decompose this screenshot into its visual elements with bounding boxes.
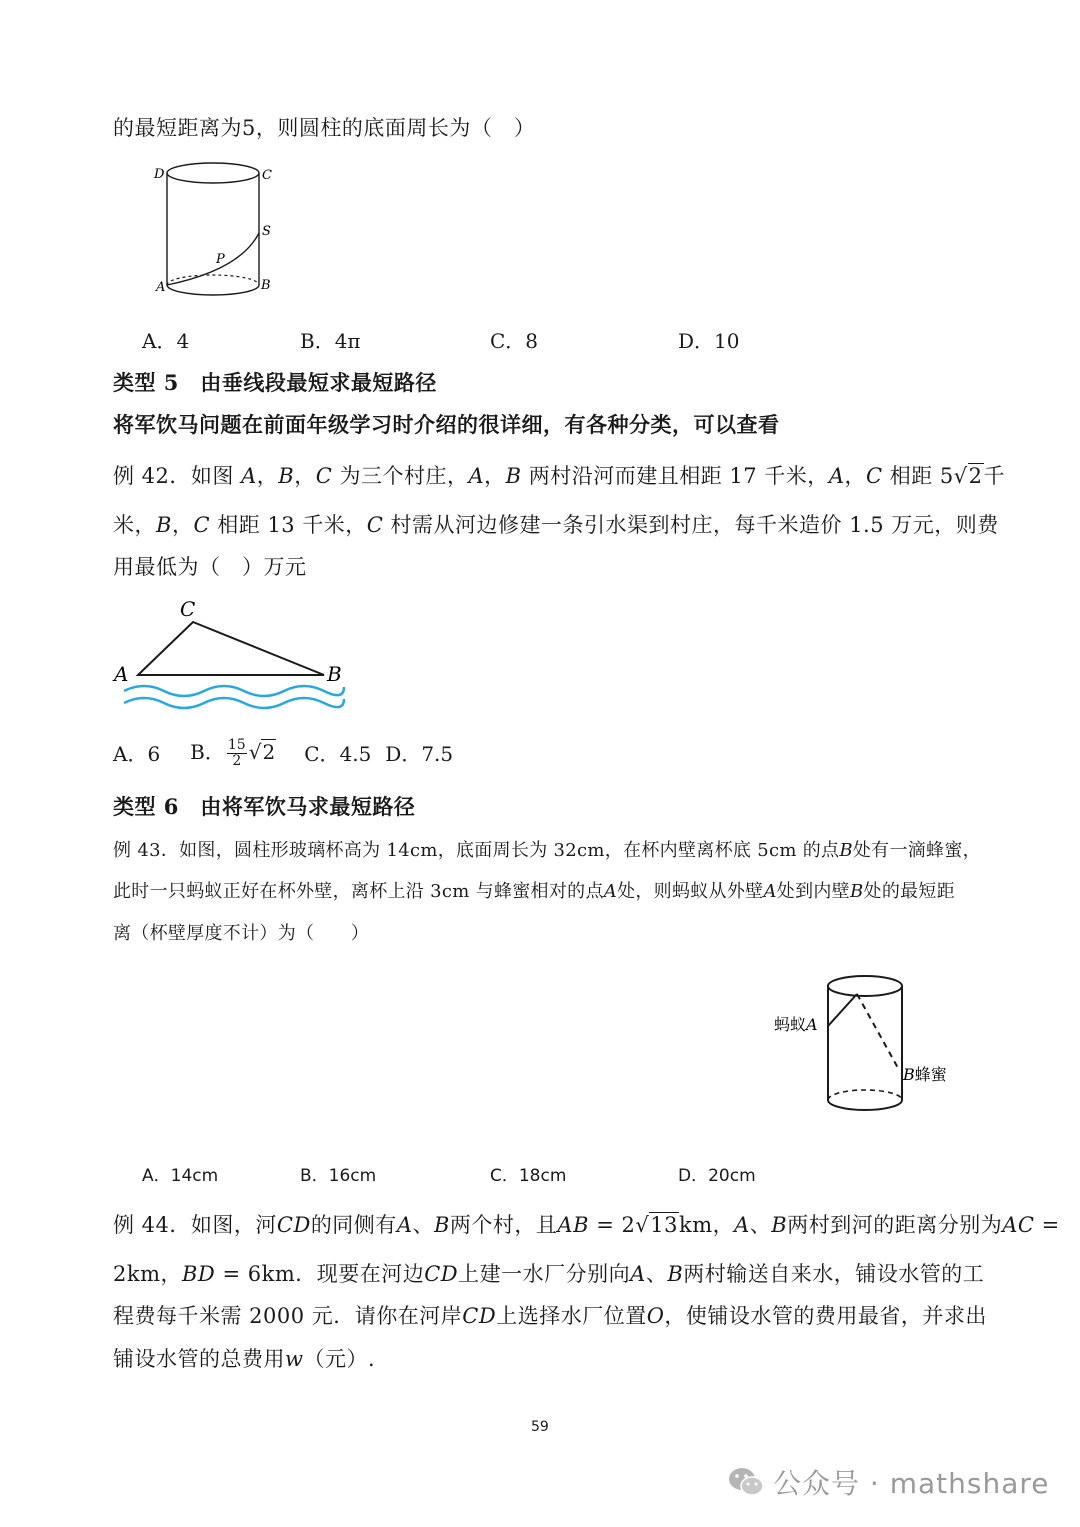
option-d: D．7.5 (385, 742, 454, 766)
option-c: C．4.5 (304, 742, 372, 766)
type5-subheading: 将军饮马问题在前面年级学习时介绍的很详细，有各种分类，可以查看 (113, 412, 780, 437)
label-D: D (154, 167, 165, 182)
label-C: C (180, 597, 196, 621)
label-C: C (262, 168, 272, 183)
option-c: C．8 (490, 329, 539, 353)
ex43-line1: 例 43．如图，圆柱形玻璃杯高为 14cm，底面周长为 32cm，在杯内壁离杯底 5cm 的点B处有一滴蜂蜜， (113, 840, 981, 861)
option-b: B．4π (300, 329, 361, 353)
page-number: 59 (531, 1419, 549, 1435)
triangle-river-figure (110, 595, 350, 715)
option-a: A．6 (113, 742, 161, 766)
footer-text: 公众号 · mathshare (773, 1467, 1050, 1500)
label-ant: 蚂蚁A (774, 1015, 818, 1034)
ex43-line3: 离（杯壁厚度不计）为（ ） (113, 923, 370, 944)
label-B: B (327, 662, 342, 686)
option-a: A．14cm (142, 1166, 219, 1186)
cylinder-figure-1 (150, 155, 285, 305)
ex44-line1: 例 44．如图，河CD的同侧有A、B两个村，且AB = 2√13km，A、B两村到河的距离分别为AC = (113, 1213, 1060, 1237)
ex43-line2: 此时一只蚂蚁正好在杯外壁，离杯上沿 3cm 与蜂蜜相对的点A处，则蚂蚁从外壁A处到内壁B处的最短距 (113, 881, 956, 902)
option-d: D．10 (678, 329, 740, 353)
label-B: B (261, 278, 271, 293)
ex42-options (113, 736, 453, 769)
label-A: A (114, 662, 129, 686)
label-S: S (262, 224, 271, 239)
intro-line: 的最短距离为5，则圆柱的底面周长为（ ） (113, 116, 536, 140)
option-c: C．18cm (490, 1166, 567, 1186)
ex42-line2: 米，B，C 相距 13 千米，C 村需从河边修建一条引水渠到村庄，每千米造价 1.5 万元，则费 (113, 513, 999, 537)
label-P: P (216, 252, 225, 267)
label-A: A (156, 280, 166, 295)
type5-heading: 类型 5 由垂线段最短求最短路径 (113, 370, 437, 395)
option-a: A．4 (142, 329, 190, 353)
ex44-line4: 铺设水管的总费用w（元）. (113, 1347, 376, 1371)
type6-heading: 类型 6 由将军饮马求最短路径 (113, 794, 416, 819)
ex42-line3: 用最低为（ ）万元 (113, 555, 307, 579)
label-honey: B蜂蜜 (903, 1065, 947, 1084)
option-d: D．20cm (678, 1166, 756, 1186)
option-b: B． $\frac{15}{2}$ √2 (190, 737, 276, 769)
ex44-line3: 程费每千米需 2000 元．请你在河岸CD上选择水厂位置O，使铺设水管的费用最省，并求出 (113, 1304, 987, 1328)
wechat-icon (727, 1465, 765, 1499)
option-b: B．16cm (300, 1166, 377, 1186)
ex44-line2: 2km，BD = 6km．现要在河边CD上建一水厂分别向A、B两村输送自来水，铺设水管的工 (113, 1262, 985, 1286)
footer-watermark (727, 1462, 1049, 1502)
glass-figure (770, 968, 970, 1128)
ex42-line1: 例 42．如图 A，B，C 为三个村庄，A，B 两村沿河而建且相距 17 千米，A，C 相距 5√2千 (113, 464, 1006, 488)
